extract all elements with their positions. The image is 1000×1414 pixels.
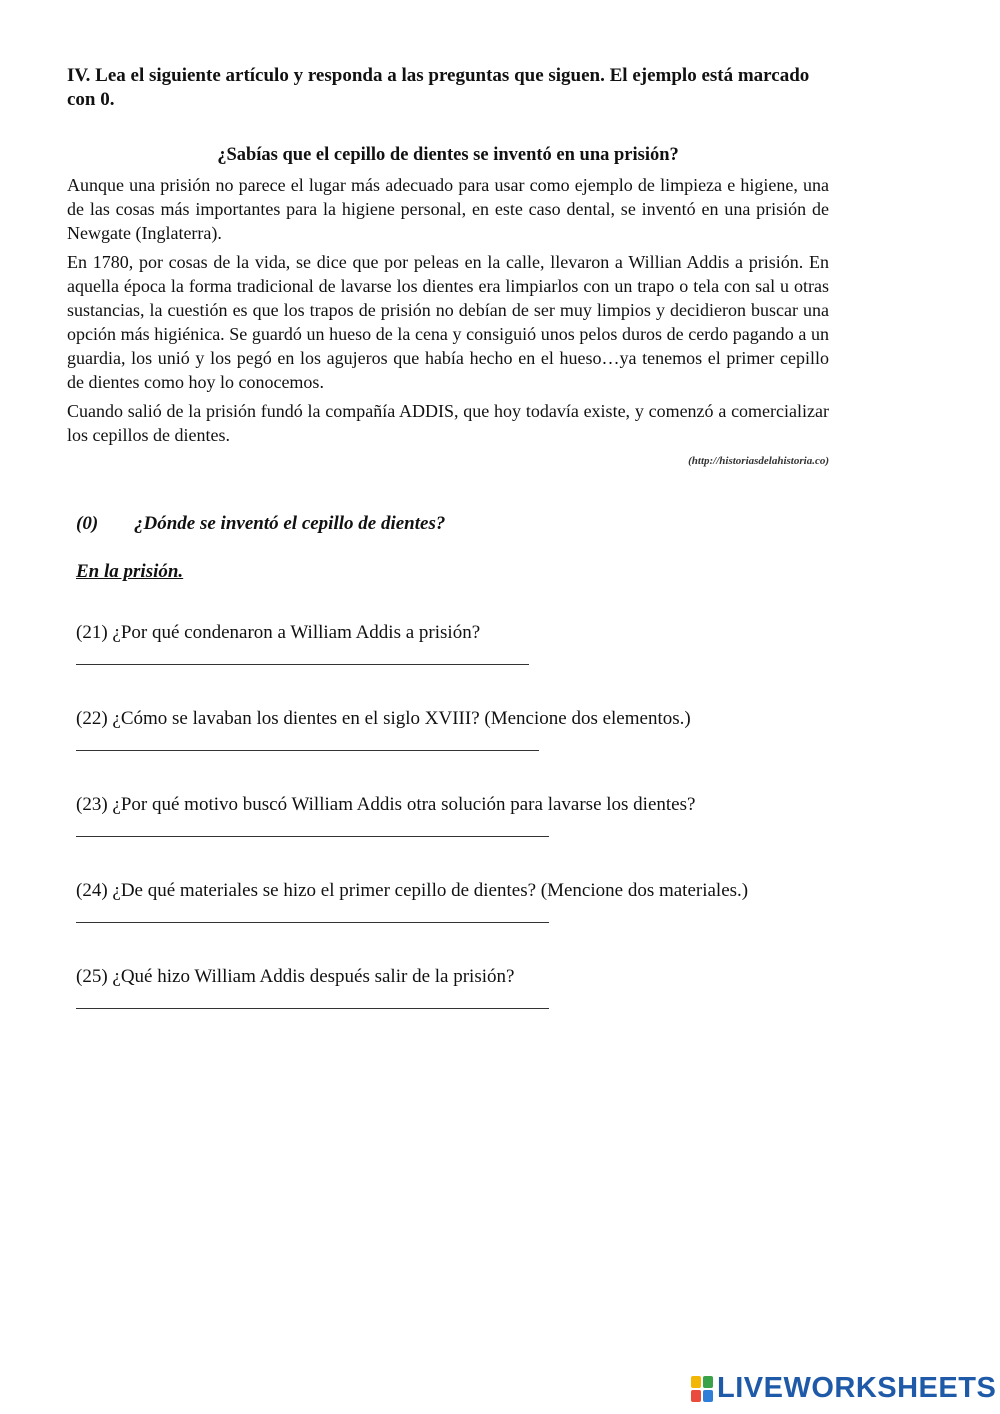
logo-text: LIVEWORKSHEETS: [717, 1372, 997, 1404]
article-source: (http://historiasdelahistoria.co): [688, 455, 829, 467]
logo-mark-cell: [703, 1376, 713, 1388]
question-25: [76, 965, 836, 1009]
question-text: (22) ¿Cómo se lavaban los dientes en el siglo XVIII? (Mencione dos elementos.): [76, 708, 691, 729]
question-text: (21) ¿Por qué condenaron a William Addis a prisión?: [76, 622, 481, 643]
question-22: [76, 707, 836, 751]
logo-mark-cell: [691, 1376, 701, 1388]
answer-line-25[interactable]: [76, 1008, 549, 1009]
example-question-text: ¿Dónde se inventó el cepillo de dientes?: [134, 513, 446, 534]
question-text: (25) ¿Qué hizo William Addis después salir de la prisión?: [76, 966, 515, 987]
answer-line-22[interactable]: [76, 750, 539, 751]
answer-line-24[interactable]: [76, 922, 549, 923]
answer-line-23[interactable]: [76, 836, 549, 837]
logo-mark-cell: [703, 1390, 713, 1402]
question-text: (23) ¿Por qué motivo buscó William Addis otra solución para lavarse los dientes?: [76, 794, 696, 815]
question-24: [76, 879, 836, 923]
logo-mark-cell: [691, 1390, 701, 1402]
example-number: (0): [76, 513, 99, 534]
article-paragraph: En 1780, por cosas de la vida, se dice que por peleas en la calle, llevaron a Willian Addis a prisión. En aquella época la forma tradicional de lavarse los dientes era limpiarlos con un trapo o tela con sal u otras sustancias, la cuestión es que los trapos de prisión no debían de ser muy limpios y decidieron buscar una opción más higiénica. Se guardó un hueso de la cena y consiguió unos pelos duros de cerdo pagando a un guardia, los unió y los pegó en los agujeros que había hecho en el hueso…ya tenemos el primer cepillo de dientes como hoy lo conocemos.: [67, 252, 829, 392]
article-title: ¿Sabías que el cepillo de dientes se inventó en una prisión?: [217, 145, 679, 165]
article-paragraph: Aunque una prisión no parece el lugar más adecuado para usar como ejemplo de limpieza e higiene, una de las cosas más importantes para la higiene personal, en este caso dental, se inventó en una prisión de Newgate (Inglaterra).: [67, 175, 829, 243]
logo-mark-icon: [691, 1376, 713, 1402]
answer-line-21[interactable]: [76, 664, 529, 665]
example-question: [76, 513, 836, 539]
article-body: [67, 173, 829, 452]
article-paragraph: Cuando salió de la prisión fundó la compañía ADDIS, que hoy todavía existe, y comenzó a comercializar los cepillos de dientes.: [67, 401, 829, 445]
example-answer: En la prisión.: [76, 561, 184, 582]
question-21: [76, 621, 836, 665]
question-text: (24) ¿De qué materiales se hizo el primer cepillo de dientes? (Mencione dos materiales.): [76, 880, 749, 901]
instructions-heading: IV. Lea el siguiente artículo y responda a las preguntas que siguen. El ejemplo está marcado con 0.: [67, 65, 810, 110]
question-23: [76, 793, 836, 837]
liveworksheets-logo: [691, 1372, 996, 1405]
example-block: [76, 513, 836, 583]
